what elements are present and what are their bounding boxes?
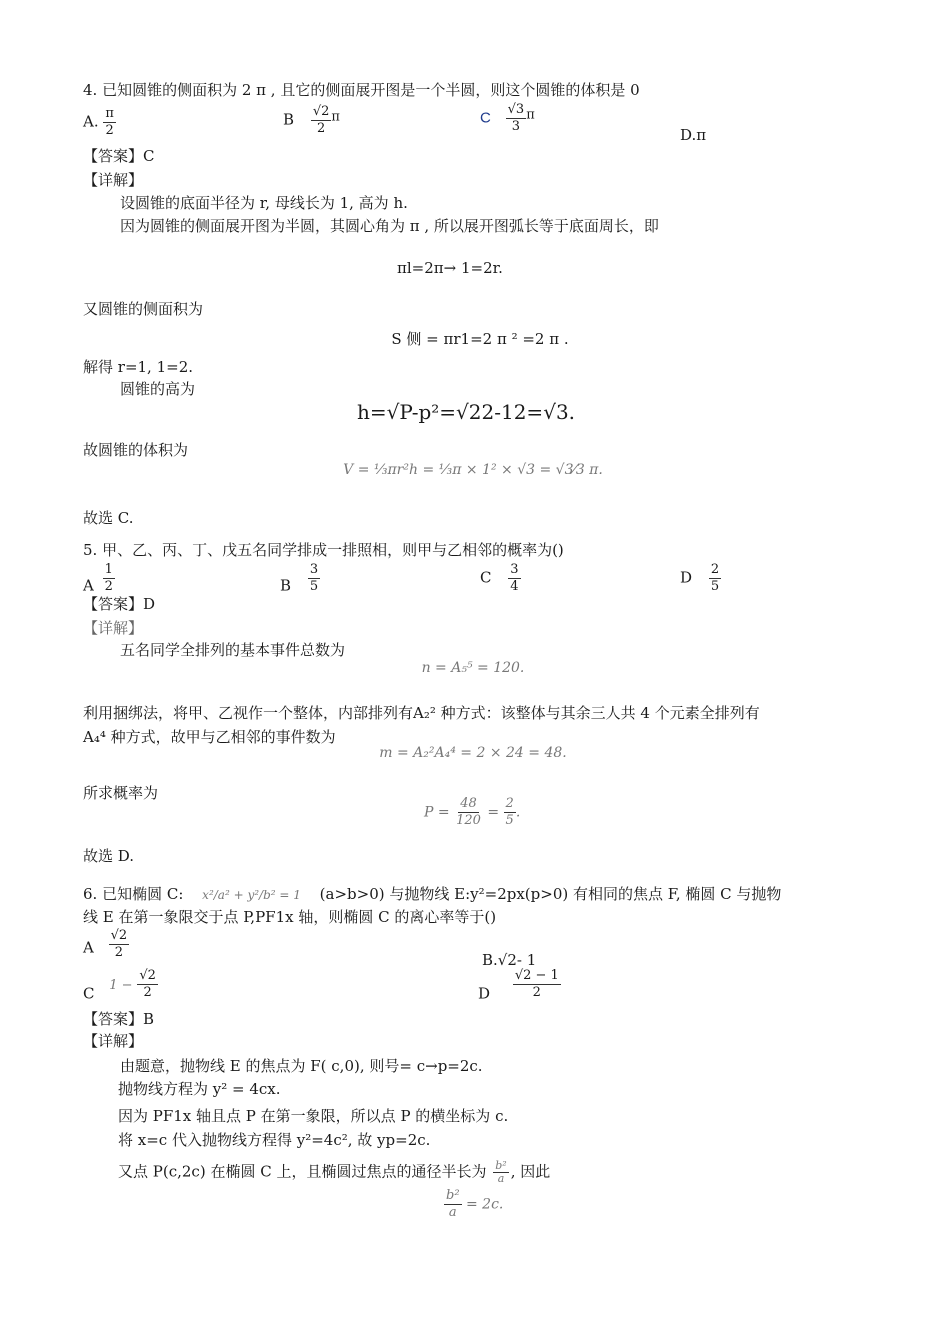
q6-line-5-text: 又点 P(c,2c) 在椭圆 C 上，且椭圆过焦点的通径半长为	[118, 1162, 487, 1181]
q4-option-a	[83, 106, 116, 139]
eq-period: .	[515, 804, 521, 821]
q5-option-b-label: B	[280, 576, 292, 595]
denominator: 2	[143, 985, 152, 1000]
denominator: a	[448, 1205, 457, 1220]
q6-question-start: 6. 已知椭圆 C:	[83, 885, 184, 903]
q5-option-a-fraction	[103, 562, 115, 595]
denominator: 2	[105, 123, 114, 138]
q6-option-b: B.√2- 1	[482, 951, 537, 969]
denominator: 3	[511, 119, 521, 134]
q6-option-c-prefix: 1 −	[109, 977, 133, 993]
q6-equation-fraction	[444, 1188, 462, 1221]
q4-equation-2: S 侧 = πr1=2 π ² =2 π .	[391, 330, 569, 348]
numerator: π	[105, 106, 114, 121]
eq-equals: =	[487, 804, 500, 821]
denominator: 2	[316, 121, 326, 136]
denominator: 2	[104, 579, 113, 594]
q4-option-b-label: B	[283, 110, 295, 129]
q4-detail-line-3: 又圆锥的侧面积为	[83, 300, 204, 318]
numerator: √3	[507, 102, 525, 117]
q4-detail-line-1: 设圆锥的底面半径为 r, 母线长为 1, 高为 h.	[120, 194, 408, 212]
q4-equation-3: h=√P-p²=√22-12=√3.	[356, 400, 576, 424]
q6-option-c	[83, 968, 158, 1003]
q5-detail-label: 【详解】	[83, 619, 144, 637]
q4-option-d: D.π	[680, 126, 707, 144]
q4-option-b	[283, 104, 340, 137]
q5-option-c-fraction	[508, 562, 520, 595]
q5-option-d-fraction	[709, 562, 721, 595]
denominator: 120	[456, 813, 481, 828]
numerator: 48	[460, 796, 477, 811]
numerator: b²	[495, 1159, 507, 1172]
q4-option-b-fraction	[311, 104, 332, 137]
numerator: 3	[309, 562, 319, 577]
q5-option-c-label: C	[480, 568, 492, 587]
numerator: √2	[110, 928, 128, 943]
q6-ellipse-equation: x²/a² + y²/b² = 1	[202, 888, 301, 902]
eq-fraction-2	[504, 796, 516, 829]
q6-line-5-fraction	[493, 1160, 508, 1185]
q6-answer: 【答案】B	[83, 1010, 155, 1028]
q4-equation-1: πl=2π→ 1=2r.	[397, 259, 503, 277]
q4-detail-line-4: 解得 r=1, 1=2.	[83, 358, 194, 376]
q4-detail-line-7: 故选 C.	[83, 509, 134, 527]
q5-question: 5. 甲、乙、丙、丁、戊五名同学排成一排照相，则甲与乙相邻的概率为()	[83, 541, 564, 559]
numerator: √2	[139, 968, 156, 983]
q4-detail-line-2: 因为圆锥的侧面展开图为半圆，其圆心角为 π , 所以展开图弧长等于底面周长，即	[120, 217, 659, 235]
q4-detail-line-5: 圆锥的高为	[120, 380, 196, 398]
q5-option-d-label: D	[680, 568, 693, 587]
q5-option-b-fraction	[308, 562, 320, 595]
eq-lhs: P =	[424, 804, 450, 821]
q6-equation	[444, 1188, 503, 1221]
q6-detail-label: 【详解】	[83, 1032, 144, 1050]
numerator: √2 − 1	[514, 968, 559, 983]
q5-detail-line-4: 所求概率为	[83, 784, 159, 802]
q4-option-c	[480, 102, 535, 135]
q6-detail-line-4: 将 x=c 代入抛物线方程得 y²=4c², 故 yp=2c.	[118, 1131, 431, 1149]
q4-option-a-fraction	[103, 106, 116, 139]
q5-option-b	[280, 562, 320, 595]
q5-option-a	[83, 562, 115, 595]
numerator: 2	[710, 562, 720, 577]
q4-option-a-label: A.	[83, 112, 99, 131]
q6-option-d	[478, 968, 561, 1003]
q5-equation-1: n = A₅⁵ = 120.	[421, 660, 525, 676]
q6-detail-line-1: 由题意，抛物线 E 的焦点为 F( c,0), 则号= c→p=2c.	[120, 1057, 483, 1075]
q5-option-c	[480, 562, 521, 595]
q4-option-c-label: C	[480, 109, 491, 127]
q5-detail-line-2: 利用捆绑法，将甲、乙视作一个整体，内部排列有A₂² 种方式：该整体与其余三人共 4 个元素全排列有	[83, 704, 760, 722]
q4-detail-line-6: 故圆锥的体积为	[83, 441, 189, 459]
q6-option-a-label: A	[83, 938, 94, 957]
q6-detail-line-2: 抛物线方程为 y² = 4cx.	[118, 1080, 281, 1098]
q6-question-line-2: 线 E 在第一象限交于点 P,PF1x 轴，则椭圆 C 的离心率等于()	[83, 908, 497, 926]
q6-option-a	[83, 928, 129, 961]
numerator: 2	[505, 796, 514, 811]
q6-option-c-label: C	[83, 984, 95, 1003]
numerator: b²	[446, 1188, 460, 1203]
q6-option-a-fraction	[109, 928, 130, 961]
q5-detail-line-5: 故选 D.	[83, 847, 135, 865]
denominator: 2	[532, 985, 541, 1000]
q4-option-b-pi: π	[331, 109, 340, 125]
q6-line-5-tail: , 因此	[510, 1162, 551, 1181]
numerator: 3	[510, 562, 519, 577]
q5-equation-2: m = A₂²A₄⁴ = 2 × 24 = 48.	[379, 745, 567, 761]
q6-option-d-fraction	[513, 968, 561, 1001]
q5-option-a-label: A	[83, 576, 94, 595]
q5-detail-line-3: A₄⁴ 种方式，故甲与乙相邻的事件数为	[83, 728, 336, 746]
denominator: 4	[510, 579, 519, 594]
q6-option-d-label: D	[478, 984, 491, 1003]
denominator: 5	[710, 579, 720, 594]
q4-equation-4: V = ⅓πr²h = ⅓π × 1² × √3 = √3⁄3 π.	[343, 462, 603, 478]
q4-option-c-pi: π	[526, 107, 535, 123]
denominator: 2	[114, 945, 124, 960]
denominator: a	[497, 1172, 505, 1185]
q6-detail-line-3: 因为 PF1x 轴且点 P 在第一象限，所以点 P 的横坐标为 c.	[118, 1107, 509, 1125]
q6-question-line-1	[83, 884, 781, 905]
q6-question-rest: (a>b>0) 与抛物线 E:y²=2px(p>0) 有相同的焦点 F, 椭圆 C 与抛物	[319, 885, 782, 903]
q5-detail-line-1: 五名同学全排列的基本事件总数为	[120, 641, 346, 659]
q5-option-d	[680, 562, 721, 595]
q6-option-c-fraction	[137, 968, 158, 1001]
denominator: 5	[505, 813, 514, 828]
q4-answer: 【答案】C	[83, 147, 155, 165]
q6-equation-rhs: = 2c.	[466, 1196, 504, 1213]
q5-answer: 【答案】D	[83, 595, 156, 613]
q6-detail-line-5	[118, 1160, 550, 1185]
q5-equation-3	[424, 796, 520, 829]
denominator: 5	[309, 579, 319, 594]
numerator: √2	[312, 104, 330, 119]
q4-detail-label: 【详解】	[83, 171, 144, 189]
q4-question: 4. 已知圆锥的侧面积为 2 π , 且它的侧面展开图是一个半圆，则这个圆锥的体积是 0	[83, 81, 640, 99]
q4-option-c-fraction	[506, 102, 527, 135]
numerator: 1	[104, 562, 113, 577]
eq-fraction-1	[454, 796, 483, 829]
